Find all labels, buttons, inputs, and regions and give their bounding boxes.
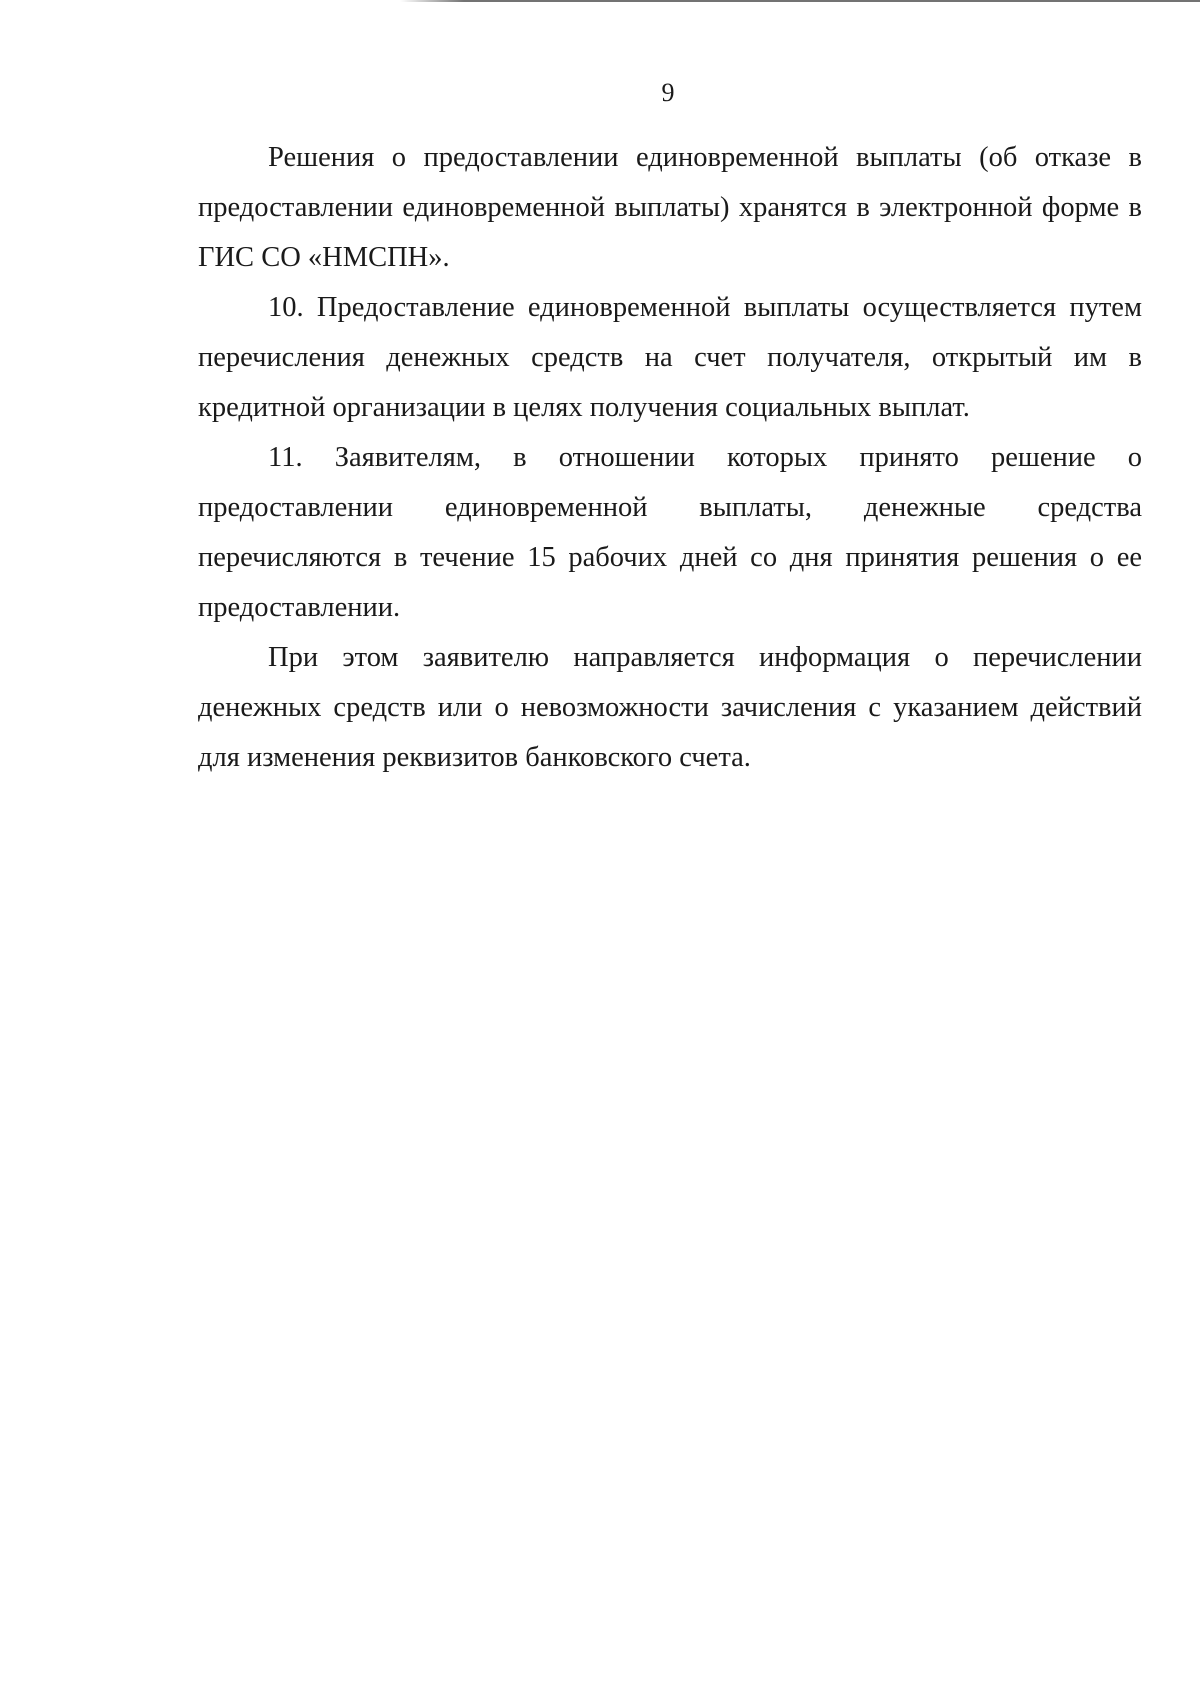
scan-edge-line — [400, 0, 1200, 2]
paragraph-applicant-notice: При этом заявителю направляется информация о перечислении денежных средств или о невозможности зачисления с указанием действий для изменения реквизитов банковского счета. — [198, 642, 1142, 773]
page-number: 9 — [661, 78, 675, 107]
paragraph-decisions-storage: Решения о предоставлении единовременной выплаты (об отказе в предоставлении единовременной выплаты) хранятся в электронной форме в ГИС СО «НМСПН». — [198, 142, 1142, 273]
document-body — [198, 133, 1142, 783]
paragraph-item-10: 10. Предоставление единовременной выплаты осуществляется путем перечисления денежных средств на счет получателя, открытый им в кредитной организации в целях получения социальных выплат. — [198, 292, 1142, 423]
paragraph-item-11: 11. Заявителям, в отношении которых принято решение о предоставлении единовременной выплаты, денежные средства перечисляются в течение 15 рабочих дней со дня принятия решения о ее предоставлении. — [198, 442, 1142, 623]
